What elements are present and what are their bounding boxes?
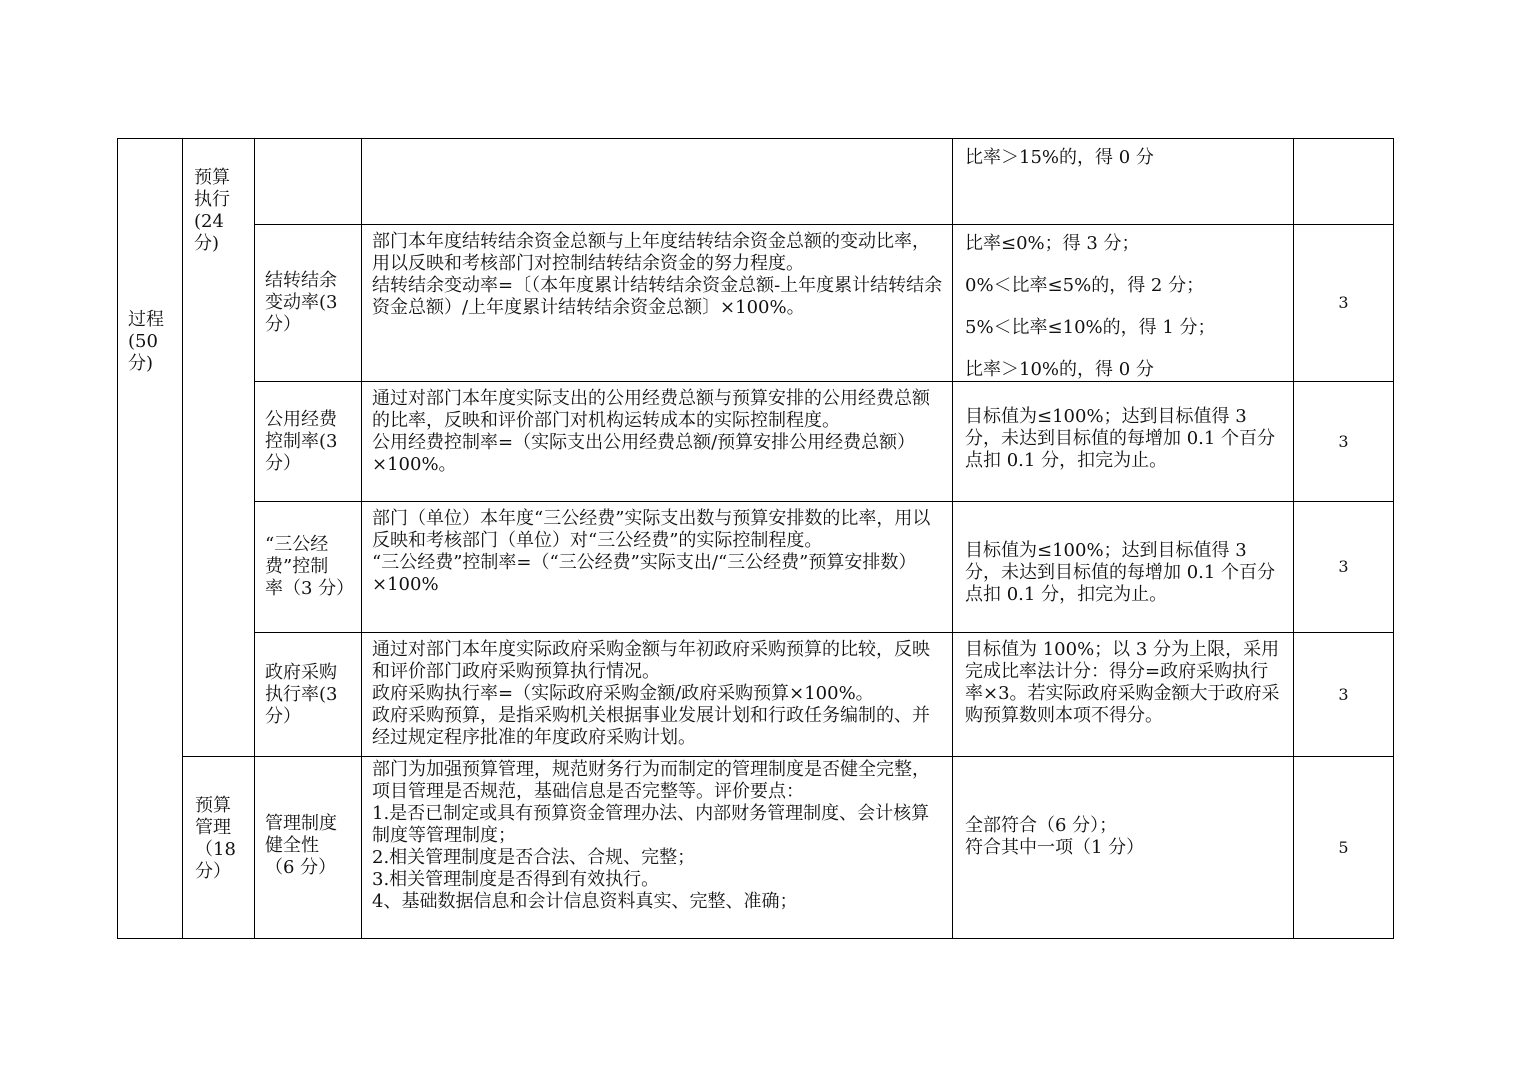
criteria-text: 目标值为 100%；以 3 分为上限，采用完成比率法计分：得分=政府采购执行率×3。若实际政府采购金额大于政府采购预算数则本项不得分。 (965, 639, 1280, 726)
table-row (118, 757, 1394, 939)
indicator-cell (255, 757, 362, 939)
score-value: 3 (1338, 431, 1349, 451)
description-text: 部门本年度结转结余资金总额与上年度结转结余资金总额的变动比率，用以反映和考核部门对控制结转结余资金的努力程度。 结转结余变动率=〔（本年度累计结转结余资金总额-上年度累计结转结余资金总额）/上年度累计结转结余资金总额〕×100%。 (372, 231, 943, 318)
indicator-cell (255, 382, 362, 502)
table-row (118, 382, 1394, 502)
indicator-cell (255, 139, 362, 225)
subcategory-cell (183, 757, 255, 939)
table-row (118, 139, 1394, 225)
evaluation-table (117, 138, 1394, 939)
score-cell (1294, 633, 1394, 757)
indicator-label: 公用经费 控制率(3 分） (265, 408, 338, 474)
score-value: 3 (1338, 557, 1349, 576)
description-cell (362, 139, 953, 225)
score-cell (1294, 757, 1394, 939)
criteria-text: 全部符合（6 分）； 符合其中一项（1 分） (965, 815, 1145, 858)
indicator-label: 管理制度 健全性 （6 分） (265, 813, 337, 878)
criteria-text: 目标值为≤100%；达到目标值得 3 分，未达到目标值的每增加 0.1 个百分点扣 0.1 分，扣完为止。 (965, 540, 1276, 605)
indicator-cell (255, 502, 362, 633)
criteria-line: 比率≤0%；得 3 分； (965, 233, 1140, 254)
criteria-cell (953, 225, 1294, 382)
criteria-cell (953, 382, 1294, 502)
description-cell (362, 502, 953, 633)
description-cell (362, 225, 953, 382)
criteria-cell (953, 139, 1294, 225)
score-cell (1294, 502, 1394, 633)
criteria-cell (953, 757, 1294, 939)
description-text: 部门为加强预算管理，规范财务行为而制定的管理制度是否健全完整，项目管理是否规范，基础信息是否完整等。评价要点： 1.是否已制定或具有预算资金管理办法、内部财务管理制度、会计核算制度等管理制度； 2.相关管理制度是否合法、合规、完整； 3.相关管理制度是否得到有效执行。 4、基础数据信息和会计信息资料真实、完整、准确； (372, 759, 930, 912)
score-value: 3 (1338, 293, 1349, 312)
table-row (118, 502, 1394, 633)
criteria-cell (953, 502, 1294, 633)
score-cell (1294, 382, 1394, 502)
criteria-cell (953, 633, 1294, 757)
indicator-cell (255, 225, 362, 382)
indicator-label: 政府采购 执行率(3 分） (265, 661, 338, 727)
score-value: 3 (1338, 684, 1349, 704)
description-cell (362, 382, 953, 502)
score-cell (1294, 225, 1394, 382)
description-cell (362, 633, 953, 757)
description-text: 通过对部门本年度实际政府采购金额与年初政府采购预算的比较，反映和评价部门政府采购预算执行情况。 政府采购执行率=（实际政府采购金额/政府采购预算×100%。 政府采购预算，是指采购机关根据事业发展计划和行政任务编制的、并经过规定程序批准的年度政府采购计划。 (372, 639, 930, 748)
description-cell (362, 757, 953, 939)
subcategory-label: 预算 执行 (24 分) (194, 167, 230, 254)
indicator-label: 结转结余 变动率(3 分） (265, 270, 338, 335)
category-label: 过程 (50 分) (128, 309, 164, 374)
table-row (118, 633, 1394, 757)
indicator-label: “三公经 费”控制 率（3 分） (265, 534, 355, 599)
score-value: 5 (1338, 837, 1349, 857)
subcategory-cell (183, 139, 255, 757)
subcategory-label: 预算 管理 （18 分） (195, 795, 236, 882)
score-cell (1294, 139, 1394, 225)
criteria-line: 0%＜比率≤5%的，得 2 分； (965, 275, 1205, 296)
indicator-cell (255, 633, 362, 757)
table-row (118, 225, 1394, 382)
criteria-text: 目标值为≤100%；达到目标值得 3 分，未达到目标值的每增加 0.1 个百分点扣 0.1 分，扣完为止。 (965, 406, 1276, 471)
category-cell (118, 139, 183, 939)
description-text: 通过对部门本年度实际支出的公用经费总额与预算安排的公用经费总额的比率，反映和评价部门对机构运转成本的实际控制程度。 公用经费控制率=（实际支出公用经费总额/预算安排公用经费总额）×100%。 (372, 388, 930, 475)
description-text: 部门（单位）本年度“三公经费”实际支出数与预算安排数的比率，用以反映和考核部门（单位）对“三公经费”的实际控制程度。 “三公经费”控制率=（“三公经费”实际支出/“三公经费”预算安排数）×100% (372, 508, 931, 595)
criteria-line: 比率＞10%的，得 0 分 (965, 359, 1154, 380)
criteria-text: 比率＞15%的，得 0 分 (965, 147, 1154, 168)
criteria-line: 5%＜比率≤10%的，得 1 分； (965, 317, 1216, 338)
